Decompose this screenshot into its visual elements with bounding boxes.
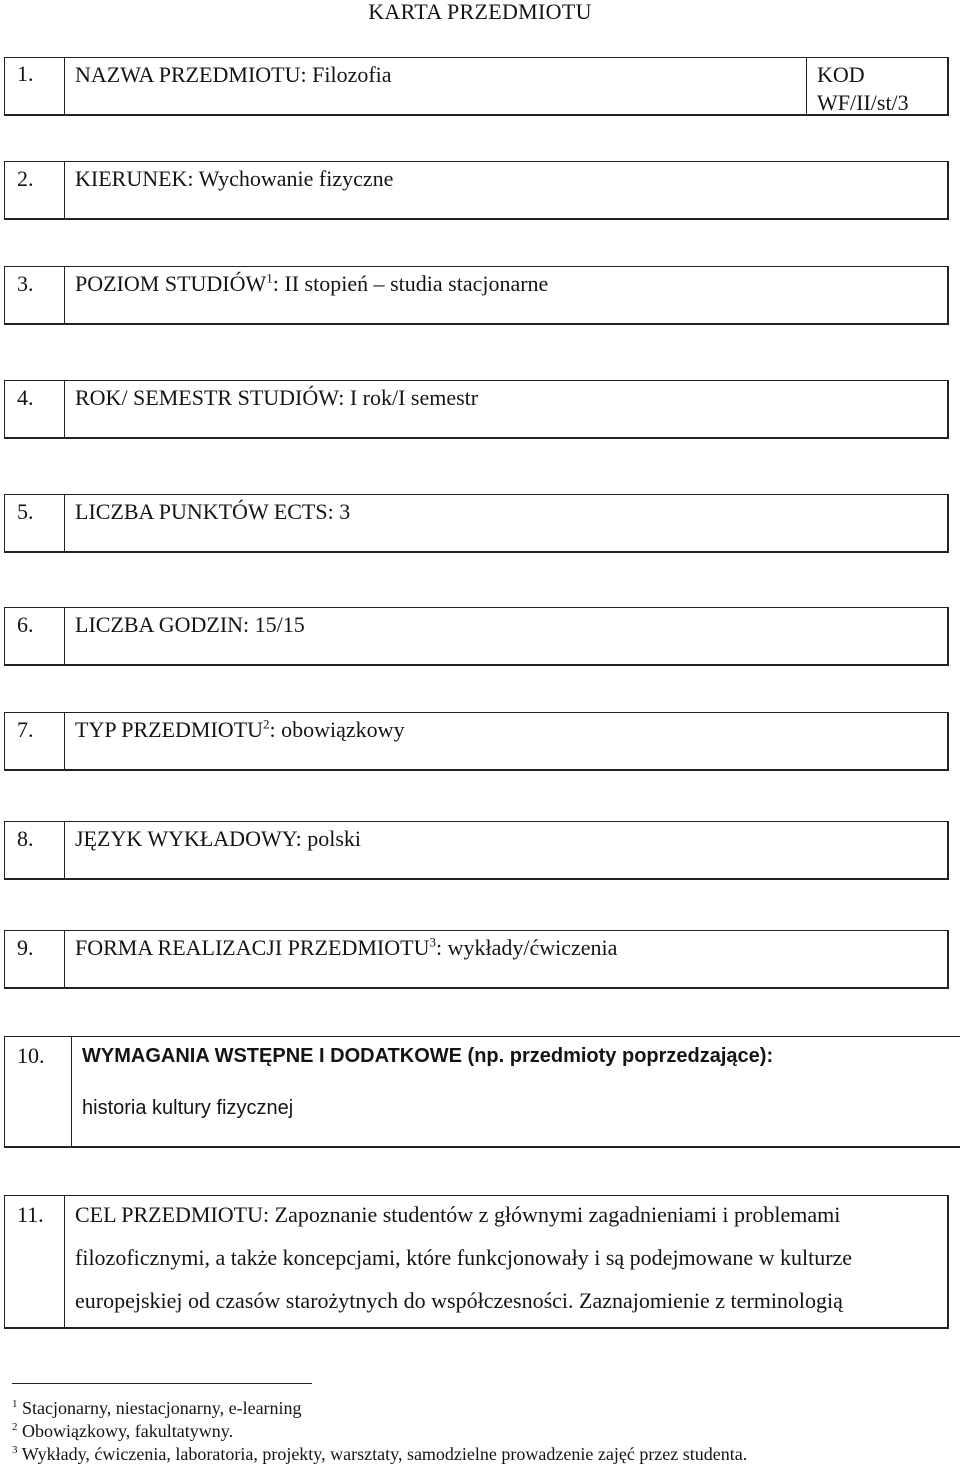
footnote-1: $^1$ Stacjonarny, niestacjonarny, e-learning: [12, 1398, 302, 1418]
row-2-label: KIERUNEK:: [75, 166, 194, 191]
row-7-box: 7. TYP PRZEDMIOTU$^2$: obowiązkowy: [4, 712, 949, 771]
row-9-number: 9.: [5, 931, 65, 987]
footnote-separator: [12, 1383, 312, 1384]
row-1-box: [4, 57, 949, 116]
row-11-line-3: europejskiej od czasów starożytnych do współczesności. Zaznajomienie z terminologią: [75, 1288, 843, 1313]
row-4-label: ROK/ SEMESTR STUDIÓW:: [75, 385, 345, 410]
row-9-value: wykłady/ćwiczenia: [447, 935, 618, 960]
kod-value: WF/II/st/3: [817, 90, 909, 115]
row-1-number: 1.: [5, 58, 65, 114]
row-1-value: Filozofia: [312, 62, 392, 87]
row-5-label: LICZBA PUNKTÓW ECTS:: [75, 499, 334, 524]
row-10-number: 10.: [5, 1037, 72, 1146]
row-7-value: obowiązkowy: [281, 717, 405, 742]
row-8-number: 8.: [5, 822, 65, 878]
row-2-value: Wychowanie fizyczne: [198, 166, 394, 191]
row-7-label: TYP PRZEDMIOTU: [75, 717, 264, 742]
row-4-box: [4, 380, 949, 439]
row-6-box: [4, 607, 949, 666]
row-11-label: CEL PRZEDMIOTU:: [75, 1202, 270, 1227]
row-9-label: FORMA REALIZACJI PRZEDMIOTU: [75, 935, 430, 960]
row-6-label: LICZBA GODZIN:: [75, 612, 250, 637]
row-6-value: 15/15: [254, 612, 305, 637]
row-8-value: polski: [307, 826, 361, 851]
row-3-footnote-mark: 1: [266, 270, 273, 286]
row-9-footnote-mark: 3: [429, 934, 436, 950]
row-3-box: 3. POZIOM STUDIÓW$^1$: II stopień – studia stacjonarne: [4, 266, 949, 325]
row-3-number: 3.: [5, 267, 65, 323]
row-9-box: 9. FORMA REALIZACJI PRZEDMIOTU$^3$: wykłady/ćwiczenia: [4, 930, 949, 989]
row-8-box: [4, 821, 949, 880]
row-6-number: 6.: [5, 608, 65, 664]
row-3-value: II stopień – studia stacjonarne: [284, 271, 549, 296]
row-1-label: NAZWA PRZEDMIOTU:: [75, 62, 307, 87]
footnote-2: $^2$ Obowiązkowy, fakultatywny.: [12, 1421, 234, 1441]
row-2-box: [4, 161, 949, 220]
row-7-number: 7.: [5, 713, 65, 769]
row-4-number: 4.: [5, 381, 65, 437]
row-11-box: [4, 1195, 949, 1329]
row-4-value: I rok/I semestr: [349, 385, 479, 410]
row-11-line-1: Zapoznanie studentów z głównymi zagadnieniami i problemami: [274, 1202, 841, 1227]
row-8-label: JĘZYK WYKŁADOWY:: [75, 826, 302, 851]
row-2-number: 2.: [5, 162, 65, 218]
row-5-value: 3: [339, 499, 351, 524]
row-10-label: WYMAGANIA WSTĘPNE I DODATKOWE (np. przedmioty poprzedzające):: [82, 1045, 774, 1067]
row-11-line-2: filozoficznymi, a także koncepcjami, które funkcjonowały i są podejmowane w kulturze: [75, 1245, 853, 1270]
row-10-box: [4, 1036, 960, 1148]
row-5-number: 5.: [5, 495, 65, 551]
row-7-footnote-mark: 2: [263, 716, 270, 732]
row-11-number: 11.: [5, 1196, 65, 1327]
page-title: KARTA PRZEDMIOTU: [368, 0, 592, 24]
row-10-value: historia kultury fizycznej: [82, 1097, 294, 1119]
footnote-3: $^3$ Wykłady, ćwiczenia, laboratoria, projekty, warsztaty, samodzielne prowadzenie zajęć przez studenta.: [12, 1444, 748, 1464]
row-5-box: [4, 494, 949, 553]
kod-cell: [806, 58, 947, 114]
row-3-label: POZIOM STUDIÓW: [75, 271, 267, 296]
kod-label: KOD: [817, 62, 865, 87]
